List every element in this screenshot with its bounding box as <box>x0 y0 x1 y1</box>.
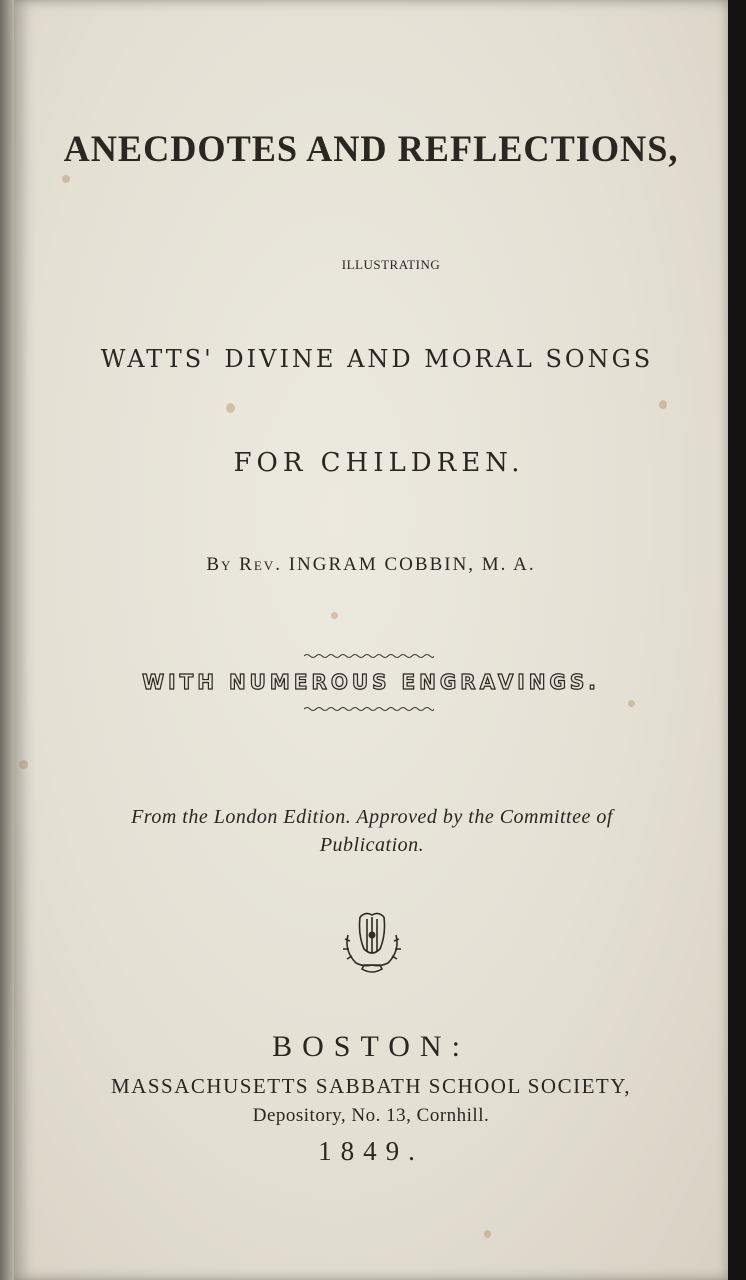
lyre-wreath-icon <box>338 905 406 977</box>
foxing-spot <box>484 1230 491 1238</box>
subject-line-1: WATTS' DIVINE AND MORAL SONGS <box>100 345 654 373</box>
subject-line-2: FOR CHILDREN. <box>233 448 525 478</box>
publisher-name: MASSACHUSETTS SABBATH SCHOOL SOCIETY, <box>111 1074 631 1098</box>
foxing-spot <box>628 700 635 707</box>
foxing-spot <box>62 175 70 183</box>
publication-year: 1849. <box>318 1136 424 1166</box>
foxing-spot <box>226 403 235 413</box>
ornamental-rule-bottom <box>304 705 434 713</box>
foxing-spot <box>19 760 28 769</box>
subtitle-connector: ILLUSTRATING <box>341 257 441 272</box>
book-spine-edge <box>0 0 14 1280</box>
publisher-address: Depository, No. 13, Cornhill. <box>252 1105 490 1126</box>
author-line: By Rev. INGRAM COBBIN, M. A. <box>206 554 536 575</box>
foxing-spot <box>331 612 338 619</box>
book-cover-edge <box>728 0 746 1280</box>
publication-city: BOSTON: <box>272 1030 470 1063</box>
book-title: ANECDOTES AND REFLECTIONS, <box>63 129 679 170</box>
foxing-spot <box>659 400 667 409</box>
engravings-note: WITH NUMEROUS ENGRAVINGS. <box>142 670 600 694</box>
title-page <box>14 0 728 1280</box>
edition-note: From the London Edition. Approved by the Committee of Publication. <box>131 806 613 856</box>
ornamental-rule-top <box>304 652 434 660</box>
